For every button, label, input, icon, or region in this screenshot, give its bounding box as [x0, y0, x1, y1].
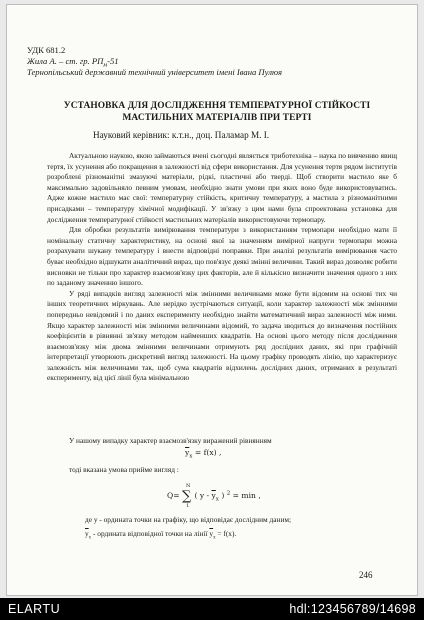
- sum-upper: N: [186, 483, 191, 489]
- def-text: - ордината відповідної точки на лінії: [93, 529, 208, 538]
- eq2-body: ( y -: [194, 491, 212, 500]
- author-group-subscript: м: [103, 62, 108, 69]
- equation-2: [167, 483, 261, 513]
- paragraph: У ряді випадків вигляд залежності між змінними величинами може бути відомим на основі тих чи інших теоретичних міркувань. Але нерідко зустрічаються ситуації, коли характер залежності між змінними попередньо невідомий і по даних експерименту необхідно знайти математичний вираз залежності між ними. Якщо характер залежності між змінними величинами відомий, то задача зводиться до визначення постійних коефіцієнтів в рівнянні зв'язку методом найменших квадратів. На основі цього методу після дослідження взаємозв'язку між двома змінними величинами отримують ряд дослідних даних, які при графічній інтерпретації утворюють дискретний вигляд залежності. На цьому графіку проводять лінію, що характеризує залежність між величинами так, щоб сума квадратів відхилень дослідних даних, отриманих в результаті експерименту, від цієї лінії була мінімальною: [47, 288, 397, 383]
- eq1-rhs: = f(x) ,: [192, 448, 222, 457]
- document-page: [6, 4, 418, 596]
- author-prefix: Жила А. – ст. гр. РП: [27, 56, 104, 66]
- eq1-sub: x: [189, 453, 193, 460]
- body-text: [47, 151, 397, 384]
- paper-title: УСТАНОВКА ДЛЯ ДОСЛІДЖЕННЯ ТЕМПЕРАТУРНОЇ СТІЙКОСТІ МАСТИЛЬНИХ МАТЕРІАЛІВ ПРИ ТЕРТІ: [63, 101, 371, 123]
- eq1-var: $\overline{y}$: [185, 448, 190, 457]
- repository-footer: [0, 598, 424, 620]
- supervisor-line: Науковий керівник: к.т.н., доц. Паламар М. І.: [93, 130, 270, 140]
- udk-code: УДК 681.2: [27, 45, 66, 55]
- sum-symbol: ∑ N 1: [182, 483, 192, 509]
- eq2-power: 2: [226, 490, 231, 497]
- eq2-bar-sub: x: [215, 496, 219, 503]
- eq2-bar-var: $\overline{y}$: [211, 491, 216, 500]
- eq2-rhs: = min ,: [230, 491, 261, 500]
- def-var: $\overline{y}$: [85, 529, 89, 538]
- def-sub: x: [88, 535, 92, 541]
- handle-identifier[interactable]: hdl:123456789/14698: [289, 602, 416, 616]
- def-tail-var: $\overline{y}$: [209, 529, 214, 538]
- equation-1: [185, 448, 221, 460]
- equation-intro: У нашому випадку характер взаємозв'язку виражений рівнянням: [69, 436, 272, 445]
- author-suffix: -51: [107, 56, 119, 66]
- paragraph: Актуальною наукою, якою займаються вчені сьогодні являється триботехніка – наука по вивченню явищ тертя, їх усунення або покращення в залежності від сфери використання. Для усунення тертя рядом інститутів розроблені різноманітні змазуючі матеріали, рідкі, пластичні або тверді. Щоб створити мастило яке б максимально задовільняло певним умовам, необхідно знати умови при яких воно буде використовуватись. Адже кожне мастило має свої: температурну стійкість, критичну температуру, а мастила з різноманітними присадками – температуру хімічної модифікації. У зв'язку з цим нами була спроектована установка для дослідження температурної стійкості мастильних матеріалів використовуючи термопару.: [47, 151, 397, 224]
- eq2-tail: ): [218, 491, 227, 500]
- definition-y: де y - ордината точки на графіку, що відповідає дослідним даним;: [85, 515, 292, 524]
- eq2-lhs: Q=: [167, 491, 180, 500]
- def-tail-sub: x: [213, 535, 216, 541]
- repository-name: ELARTU: [8, 602, 61, 616]
- institution: Тернопільський державний технічний університет імені Івана Пулюя: [27, 67, 283, 77]
- def-tail-rhs: = f(x).: [215, 529, 237, 538]
- condition-intro: тоді вказана умова прийме вигляд :: [69, 465, 179, 474]
- definition-yx: [85, 529, 236, 544]
- paragraph: Для обробки результатів вимірювання температури з використанням термопари необхідно мати її номінальну статичну характеристику, на основі якої за значенням вимірної напруги термопари можна розрахувати шукану температуру і внести відповідні поправки. При аналізі результатів вимірювання часто буває необхідно відшукати аналітичний вираз, що пов'язує деякі змінні величини. Такий вираз дозволяє робити висновки не тільки про характер взаємозв'язку цих факторів, але й кількісно визначити значення одного з них по заданому значенню іншого.: [47, 225, 397, 288]
- sum-lower: 1: [186, 503, 190, 509]
- page-number: 246: [359, 570, 373, 580]
